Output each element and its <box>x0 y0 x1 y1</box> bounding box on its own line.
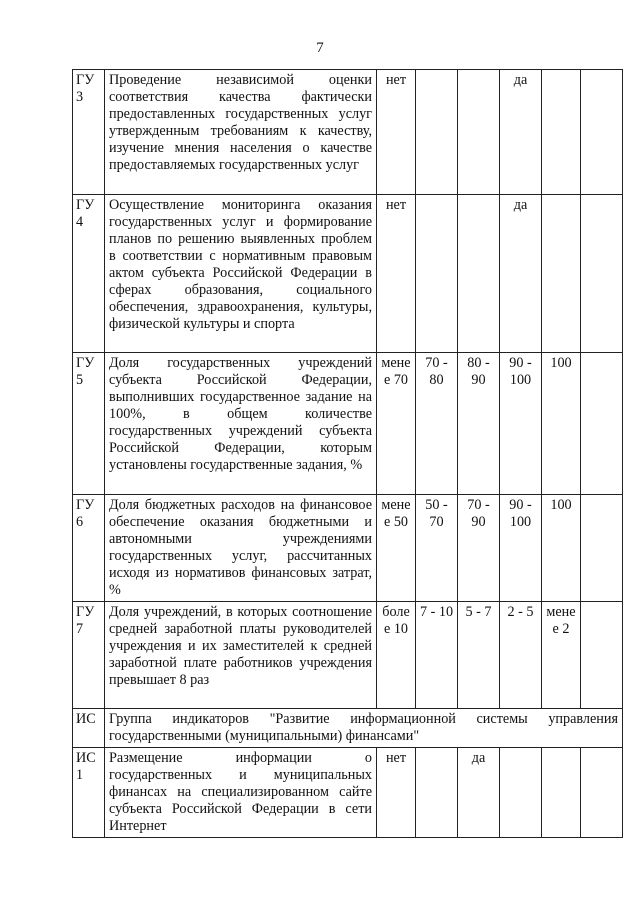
value-cell <box>581 748 623 838</box>
value-cell <box>581 602 623 709</box>
row-description: Доля бюджетных расходов на финансовое обеспечение оказания бюджетными и автономными учреждениями государственных услуг, рассчитанных исходя из нормативов финансовых затрат, % <box>105 495 377 602</box>
value-cell: нет <box>377 70 416 195</box>
indicators-table <box>72 69 623 838</box>
value-cell: да <box>500 70 542 195</box>
value-cell <box>581 195 623 353</box>
value-cell: 90 - 100 <box>500 353 542 495</box>
value-cell <box>542 195 581 353</box>
value-cell <box>416 195 458 353</box>
value-cell: 50 - 70 <box>416 495 458 602</box>
row-description: Размещение информации о государственных и муниципальных финансах на специализированном сайте субъекта Российской Федерации в сети Интернет <box>105 748 377 838</box>
value-cell <box>458 70 500 195</box>
value-cell <box>581 70 623 195</box>
value-cell: 90 - 100 <box>500 495 542 602</box>
value-cell: 70 - 80 <box>416 353 458 495</box>
value-cell <box>416 748 458 838</box>
table-row <box>73 70 623 195</box>
value-cell <box>542 748 581 838</box>
group-code: ИС <box>73 709 105 748</box>
group-row <box>73 709 623 748</box>
value-cell <box>500 748 542 838</box>
value-cell <box>581 353 623 495</box>
row-code: ГУ 7 <box>73 602 105 709</box>
value-cell: мене е 2 <box>542 602 581 709</box>
value-cell: мене е 50 <box>377 495 416 602</box>
value-cell: 7 - 10 <box>416 602 458 709</box>
value-cell: нет <box>377 748 416 838</box>
value-cell: мене е 70 <box>377 353 416 495</box>
table-row <box>73 495 623 602</box>
table-row <box>73 353 623 495</box>
row-code: ГУ 3 <box>73 70 105 195</box>
value-cell: да <box>500 195 542 353</box>
page-number: 7 <box>316 40 324 56</box>
value-cell: 80 - 90 <box>458 353 500 495</box>
value-cell <box>542 70 581 195</box>
value-cell <box>581 495 623 602</box>
value-cell: да <box>458 748 500 838</box>
row-code: ГУ 4 <box>73 195 105 353</box>
table-row <box>73 195 623 353</box>
value-cell: нет <box>377 195 416 353</box>
value-cell: 100 <box>542 495 581 602</box>
group-title: Группа индикаторов "Развитие информационной системы управления государственными (муниципальными) финансами" <box>105 709 623 748</box>
value-cell: 2 - 5 <box>500 602 542 709</box>
row-description: Доля государственных учреждений субъекта Российской Федерации, выполнивших государственное задание на 100%, в общем количестве государственных учреждений субъекта Российской Федерации, которым установлены государственные задания, % <box>105 353 377 495</box>
value-cell <box>416 70 458 195</box>
value-cell: 5 - 7 <box>458 602 500 709</box>
row-description: Проведение независимой оценки соответствия качества фактически предоставленных государственных услуг утвержденным требованиям к качеству, изучение мнения населения о качестве предоставляемых государственных услуг <box>105 70 377 195</box>
value-cell: боле е 10 <box>377 602 416 709</box>
row-code: ГУ 6 <box>73 495 105 602</box>
row-code: ИС 1 <box>73 748 105 838</box>
value-cell <box>458 195 500 353</box>
value-cell: 70 - 90 <box>458 495 500 602</box>
table-row <box>73 748 623 838</box>
row-code: ГУ 5 <box>73 353 105 495</box>
value-cell: 100 <box>542 353 581 495</box>
row-description: Осуществление мониторинга оказания государственных услуг и формирование планов по решению выявленных проблем в соответствии с нормативным правовым актом субъекта Российской Федерации в сферах образования, социального обеспечения, здравоохранения, культуры, физической культуры и спорта <box>105 195 377 353</box>
table-row <box>73 602 623 709</box>
row-description: Доля учреждений, в которых соотношение средней заработной платы руководителей учреждения и их заместителей к средней заработной плате работников учреждения превышает 8 раз <box>105 602 377 709</box>
